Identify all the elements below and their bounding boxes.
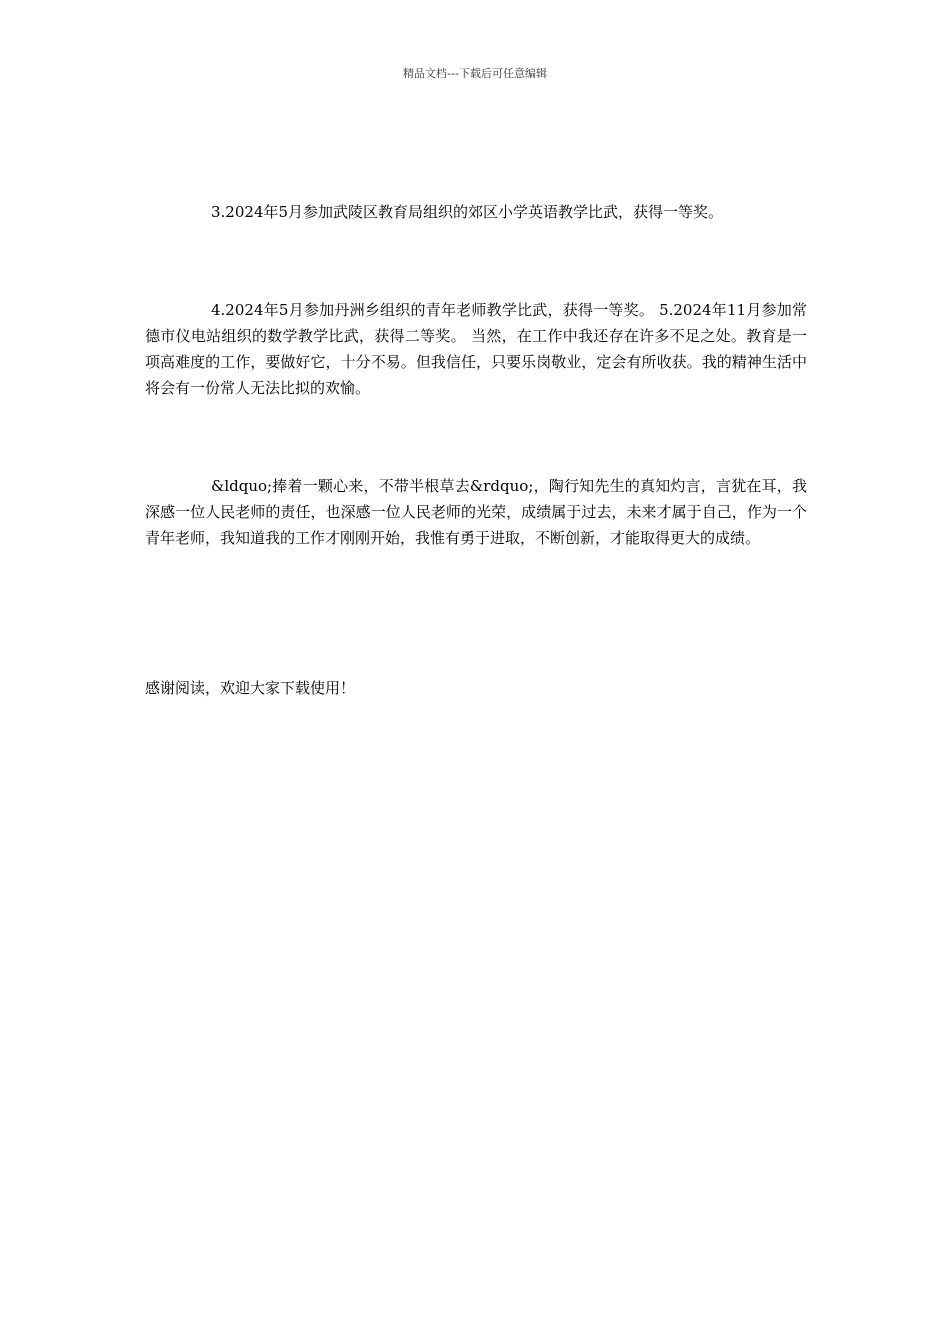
page-header: 精品文档---下载后可任意编辑 <box>403 67 547 80</box>
paragraph-awards-1: 3.2024年5月参加武陵区教育局组织的郊区小学英语教学比武，获得一等奖。 <box>211 203 724 221</box>
paragraph-reflection: &ldquo;捧着一颗心来，不带半根草去&rdquo;，陶行知先生的真知灼言，言犹在耳，我深感一位人民老师的责任，也深感一位人民老师的光荣，成绩属于过去，未来才属于自己，作为一个青年老师，我知道我的工作才刚刚开始，我惟有勇于进取，不断创新，才能取得更大的成绩。 <box>145 477 807 547</box>
closing-line: 感谢阅读，欢迎大家下载使用！ <box>145 679 356 697</box>
paragraph-awards-2: 4.2024年5月参加丹洲乡组织的青年老师教学比武，获得一等奖。 5.2024年11月参加常德市仪电站组织的数学教学比武，获得二等奖。 当然，在工作中我还存在许多不足之处。教育是一项高难度的工作，要做好它，十分不易。但我信任，只要乐岗敬业，定会有所收获。我的精神生活中将会有一份常人无法比拟的欢愉。 <box>145 301 807 397</box>
